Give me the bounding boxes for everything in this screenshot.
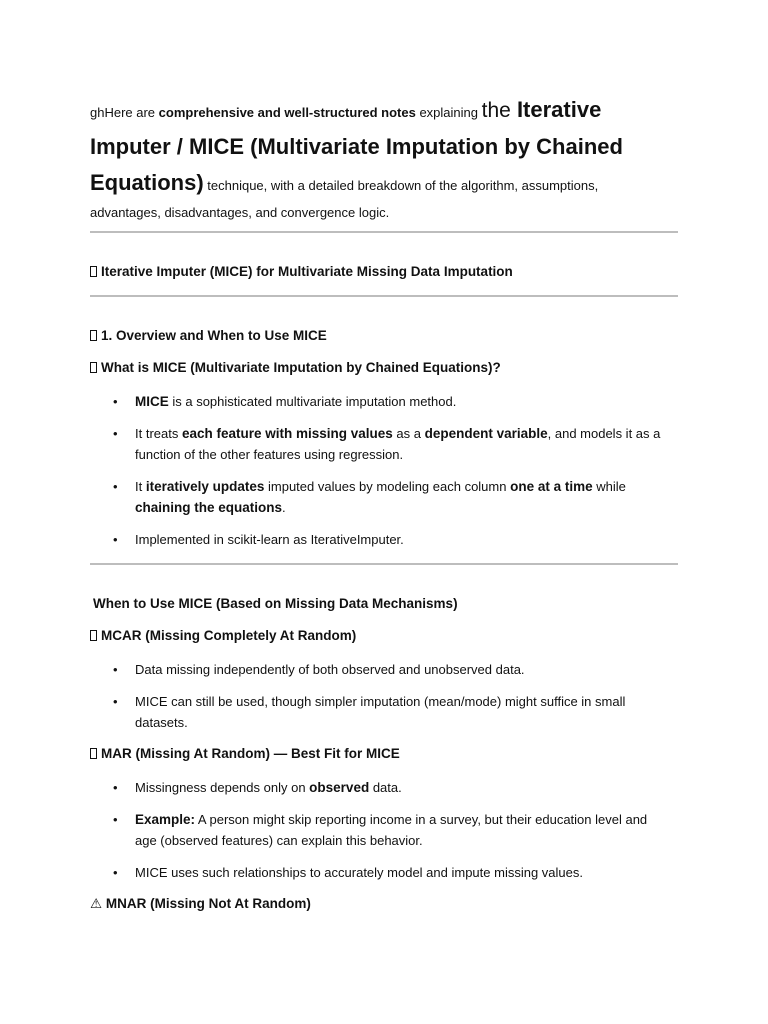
intro-tail-1: technique, with a detailed breakdown of the algorithm, assumptions,	[203, 178, 599, 193]
intro-big-3: Equations)	[90, 170, 204, 195]
bold-text: each feature with missing values	[181, 426, 393, 441]
missing-glyph-icon	[90, 748, 97, 759]
text: while	[592, 479, 626, 494]
text: Missingness depends only on	[135, 780, 310, 795]
heading-when-to-use-text: When to Use MICE (Based on Missing Data Mechanisms)	[93, 596, 458, 611]
list-item	[90, 659, 678, 680]
divider	[90, 231, 678, 233]
intro-mid: explaining	[415, 105, 482, 120]
text: , and models it as a	[547, 426, 661, 441]
intro-big-1: Iterative	[510, 97, 602, 122]
intro-line-1	[90, 92, 678, 128]
mar-list	[90, 777, 678, 883]
text: Implemented in scikit-learn as IterativeImputer.	[135, 532, 404, 547]
text: It treats	[135, 426, 182, 441]
intro-line-2	[90, 128, 678, 166]
section-title-text: Iterative Imputer (MICE) for Multivariate Missing Data Imputation	[101, 264, 513, 279]
intro-line-3	[90, 166, 678, 200]
bold-text: dependent variable	[424, 426, 548, 441]
bold-text: observed	[309, 780, 370, 795]
text: A person might skip reporting income in a survey, but their education level and	[195, 812, 648, 827]
heading-mcar-text: MCAR (Missing Completely At Random)	[101, 628, 357, 643]
heading-mnar-text: ⚠ MNAR (Missing Not At Random)	[90, 896, 311, 911]
text: MICE uses such relationships to accurately model and impute missing values.	[135, 865, 583, 880]
list-item	[90, 423, 678, 465]
intro-big-2: Imputer / MICE (Multivariate Imputation by Chained	[90, 134, 623, 159]
text: MICE can still be used, though simpler imputation (mean/mode) might suffice in small	[135, 694, 626, 709]
text: data.	[369, 780, 402, 795]
mcar-list	[90, 659, 678, 733]
list-item	[90, 691, 678, 733]
heading-what-is-mice	[90, 360, 501, 375]
heading-mnar	[90, 896, 311, 912]
intro-tail-2: advantages, disadvantages, and convergence logic.	[90, 205, 390, 220]
bold-text: MICE	[135, 394, 169, 409]
list-item	[90, 391, 678, 412]
heading-mcar	[90, 628, 356, 643]
list-item	[90, 476, 678, 518]
intro-paragraph	[90, 92, 678, 226]
intro-the: the	[481, 99, 511, 122]
list-item	[90, 809, 678, 851]
intro-bold: comprehensive and well-structured notes	[158, 105, 416, 120]
text: datasets.	[135, 715, 188, 730]
text: as a	[392, 426, 425, 441]
heading-what-is-text: What is MICE (Multivariate Imputation by Chained Equations)?	[101, 360, 501, 375]
section-title	[90, 264, 513, 279]
heading-mar-text: MAR (Missing At Random) — Best Fit for MICE	[101, 746, 400, 761]
intro-line-4	[90, 200, 678, 226]
what-is-list	[90, 391, 678, 550]
text: It	[135, 479, 146, 494]
missing-glyph-icon	[90, 362, 97, 373]
text: function of the other features using regression.	[135, 447, 404, 462]
missing-glyph-icon	[90, 330, 97, 341]
list-item	[90, 862, 678, 883]
missing-glyph-icon	[90, 266, 97, 277]
bold-text: iteratively updates	[145, 479, 265, 494]
heading-when-to-use	[93, 596, 458, 611]
text: .	[282, 500, 286, 515]
text: is a sophisticated multivariate imputation method.	[168, 394, 457, 409]
list-item	[90, 777, 678, 798]
divider	[90, 563, 678, 565]
text: Data missing independently of both observed and unobserved data.	[135, 662, 525, 677]
divider	[90, 295, 678, 297]
text: imputed values by modeling each column	[264, 479, 511, 494]
heading-overview-text: 1. Overview and When to Use MICE	[101, 328, 327, 343]
bold-text: one at a time	[510, 479, 593, 494]
heading-mar	[90, 746, 400, 761]
list-item	[90, 529, 678, 550]
text: age (observed features) can explain this behavior.	[135, 833, 423, 848]
intro-prefix: ghHere are	[90, 105, 159, 120]
bold-text: chaining the equations	[135, 500, 283, 515]
missing-glyph-icon	[90, 630, 97, 641]
bold-text: Example:	[135, 812, 196, 827]
heading-overview	[90, 328, 327, 343]
